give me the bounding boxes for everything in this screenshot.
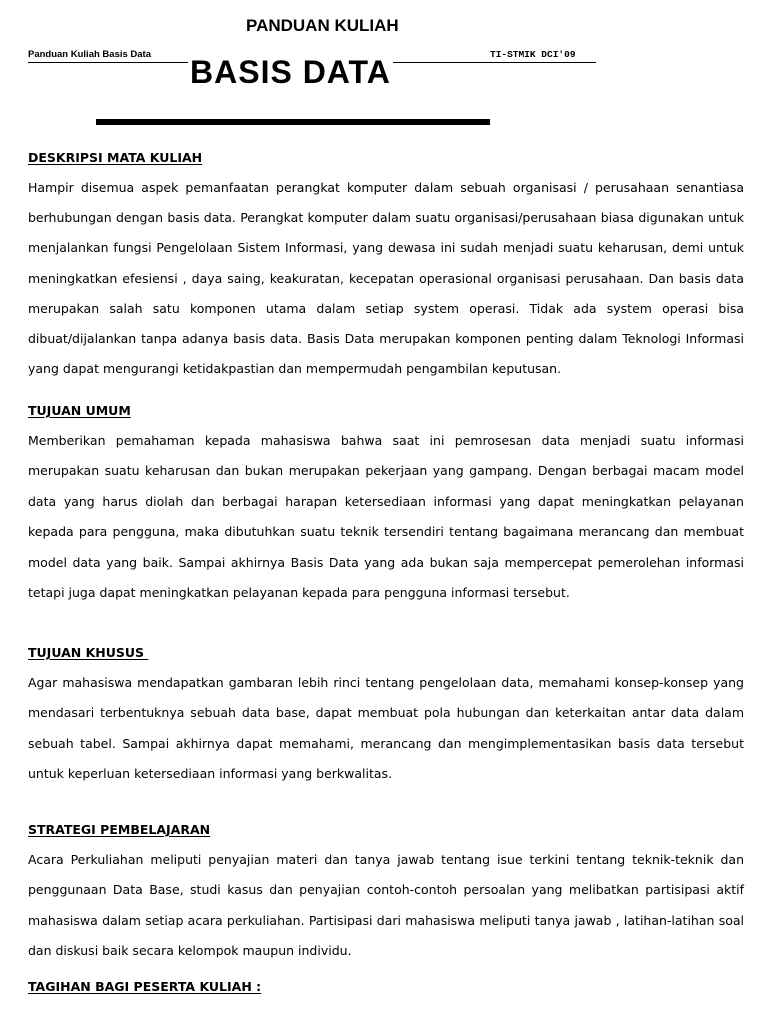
title-underline-bar xyxy=(96,119,490,125)
section-heading: STRATEGI PEMBELAJARAN xyxy=(28,822,211,837)
section-tujuan-umum xyxy=(28,403,744,608)
section-heading: TAGIHAN BAGI PESERTA KULIAH : xyxy=(28,979,262,994)
running-header-left: Panduan Kuliah Basis Data xyxy=(28,49,152,60)
section-paragraph: Agar mahasiswa mendapatkan gambaran lebih rinci tentang pengelolaan data, memahami konsep-konsep yang mendasari terbentuknya sebuah data base, dapat membuat pola hubungan dan keterkaitan antar data dalam sebuah tabel. Sampai akhirnya dapat memahami, merancang dan mengimplementasikan basis data tersebut untuk keperluan ketersediaan informasi yang berkwalitas. xyxy=(28,675,744,782)
section-paragraph: Hampir disemua aspek pemanfaatan perangkat komputer dalam sebuah organisasi / perusahaan senantiasa berhubungan dengan basis data. Perangkat komputer dalam suatu organisasi/perusahaan biasa digunakan untuk menjalankan fungsi Pengelolaan Sistem Informasi, yang dewasa ini sudah menjadi suatu keharusan, demi untuk meningkatkan efesiensi , daya saing, keakuratan, kecepatan operasional organisasi perusahaan. Dan basis data merupakan salah satu komponen utama dalam setiap system operasi. Tidak ada system operasi bisa dibuat/dijalankan tanpa adanya basis data. Basis Data merupakan komponen penting dalam Teknologi Informasi yang dapat mengurangi ketidakpastian dan mempermudah pengambilan keputusan. xyxy=(28,180,744,377)
section-paragraph: Acara Perkuliahan meliputi penyajian materi dan tanya jawab tentang isue terkini tentang teknik-teknik dan penggunaan Data Base, studi kasus dan penyajian contoh-contoh persoalan yang melibatkan partisipasi aktif mahasiswa dalam setiap acara perkuliahan. Partisipasi dari mahasiswa meliputi tanya jawab , latihan-latihan soal dan diskusi baik secara kelompok maupun individu. xyxy=(28,852,744,959)
section-tagihan-peserta xyxy=(28,979,744,995)
section-deskripsi-mata-kuliah xyxy=(28,150,744,384)
running-header-right: TI-STMIK DCI'09 xyxy=(490,49,576,60)
section-heading: TUJUAN KHUSUS xyxy=(28,645,149,660)
section-heading: TUJUAN UMUM xyxy=(28,403,131,418)
section-heading: DESKRIPSI MATA KULIAH xyxy=(28,150,203,165)
section-paragraph: Memberikan pemahaman kepada mahasiswa bahwa saat ini pemrosesan data menjadi suatu informasi merupakan suatu keharusan dan bukan merupakan pekerjaan yang gampang. Dengan berbagai macam model data yang harus diolah dan berbagai harapan ketersediaan informasi yang dapat meningkatkan pelayanan kepada para pengguna, maka dibutuhkan suatu teknik tersendiri tentang bagaimana merancang dan membuat model data yang baik. Sampai akhirnya Basis Data yang ada bukan saja mempercepat pemerolehan informasi tetapi juga dapat meningkatkan pelayanan kepada para pengguna informasi tersebut. xyxy=(28,433,744,601)
document-title-main: BASIS DATA xyxy=(190,54,391,90)
document-title-top: PANDUAN KULIAH xyxy=(246,16,399,35)
section-tujuan-khusus xyxy=(28,645,744,790)
section-strategi-pembelajaran xyxy=(28,822,744,967)
